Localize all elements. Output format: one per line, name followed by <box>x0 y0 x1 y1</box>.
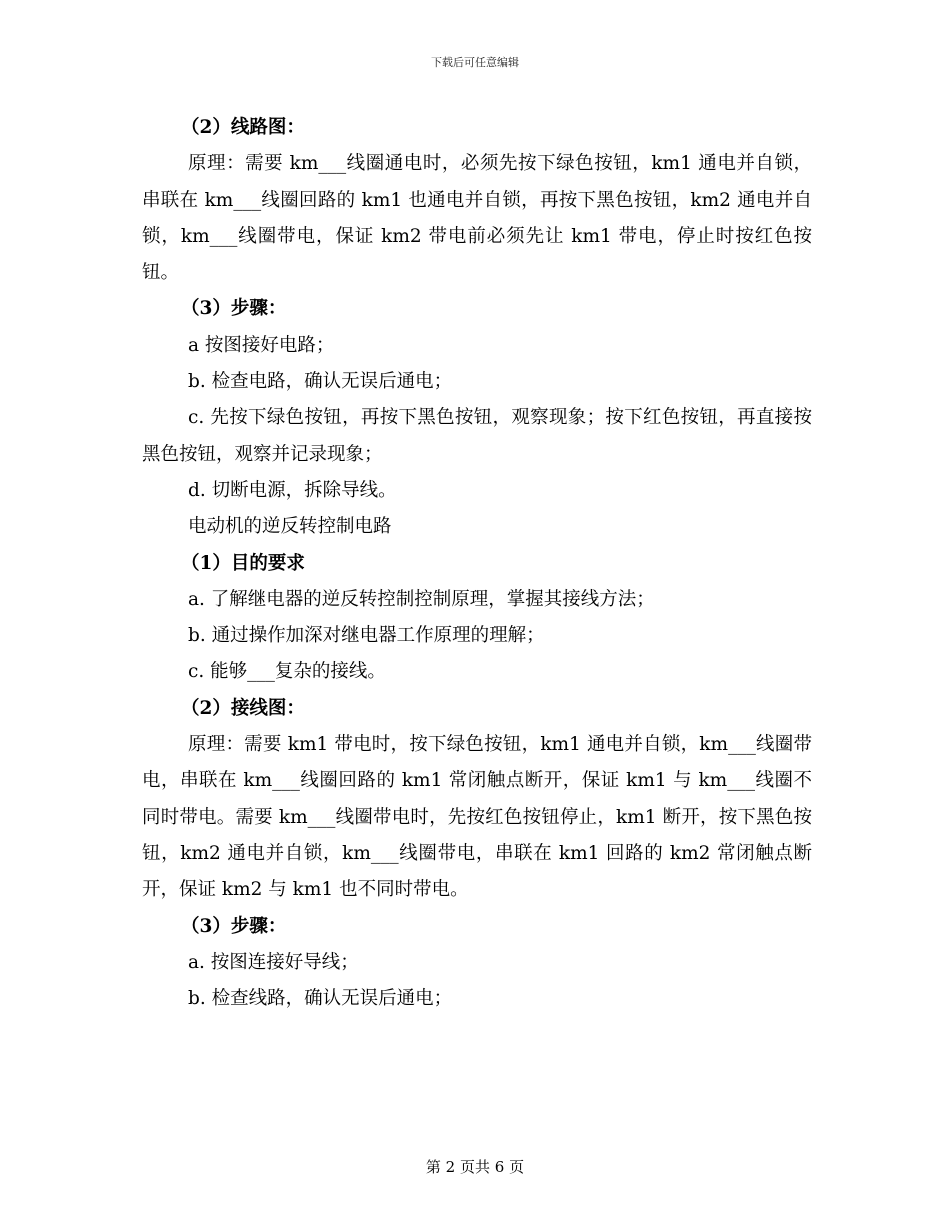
paragraph-principle-2: 原理：需要 km1 带电时，按下绿色按钮，km1 通电并自锁，km___线圈带电，串联在 km___线圈回路的 km1 常闭触点断开，保证 km1 与 km___线圈不同时带电。需要 km___线圈带电时，先按红色按钮停止，km1 断开，按下黑色按钮，km2 通电并自锁，km___线圈带电，串联在 km1 回路的 km2 常闭触点断开，保证 km2 与 km1 也不同时带电。 <box>142 734 812 901</box>
objective-item-b: b. 通过操作加深对继电器工作原理的理解； <box>188 625 545 647</box>
section-title-reverse-control: 电动机的逆反转控制电路 <box>188 516 392 538</box>
step-item-c-1: c. 先按下绿色按钮，再按下黑色按钮，观察现象；按下红色按钮，再直接按黑色按钮，观察并记录现象； <box>142 407 812 465</box>
step-item-a-1: a 按图接好电路； <box>188 334 335 356</box>
step-item-b-2: b. 检查线路，确认无误后通电； <box>188 988 453 1010</box>
step-item-b-1: b. 检查电路，确认无误后通电； <box>188 371 453 393</box>
step-item-d-1: d. 切断电源，拆除导线。 <box>188 479 397 501</box>
step-item-a-2: a. 按图连接好导线； <box>188 951 359 973</box>
section-heading-objectives: （1）目的要求 <box>181 552 305 574</box>
page-header: 下载后可任意编辑 <box>431 56 519 69</box>
section-heading-wiring-diagram: （2）线路图： <box>181 117 305 138</box>
section-heading-connection-diagram: （2）接线图： <box>181 697 305 719</box>
page-number: 第 2 页共 6 页 <box>425 1158 525 1176</box>
paragraph-principle-1: 原理：需要 km___线圈通电时，必须先按下绿色按钮，km1 通电并自锁，串联在 km___线圈回路的 km1 也通电并自锁，再按下黑色按钮，km2 通电并自锁，km___线圈带电，保证 km2 带电前必须先让 km1 带电，停止时按红色按钮。 <box>142 153 812 284</box>
section-heading-steps-1: （3）步骤： <box>181 298 287 320</box>
document-body <box>142 110 812 1017</box>
section-heading-steps-2: （3）步骤： <box>181 915 287 937</box>
objective-item-a: a. 了解继电器的逆反转控制控制原理，掌握其接线方法； <box>188 588 655 610</box>
objective-item-c: c. 能够___复杂的接线。 <box>188 661 386 683</box>
